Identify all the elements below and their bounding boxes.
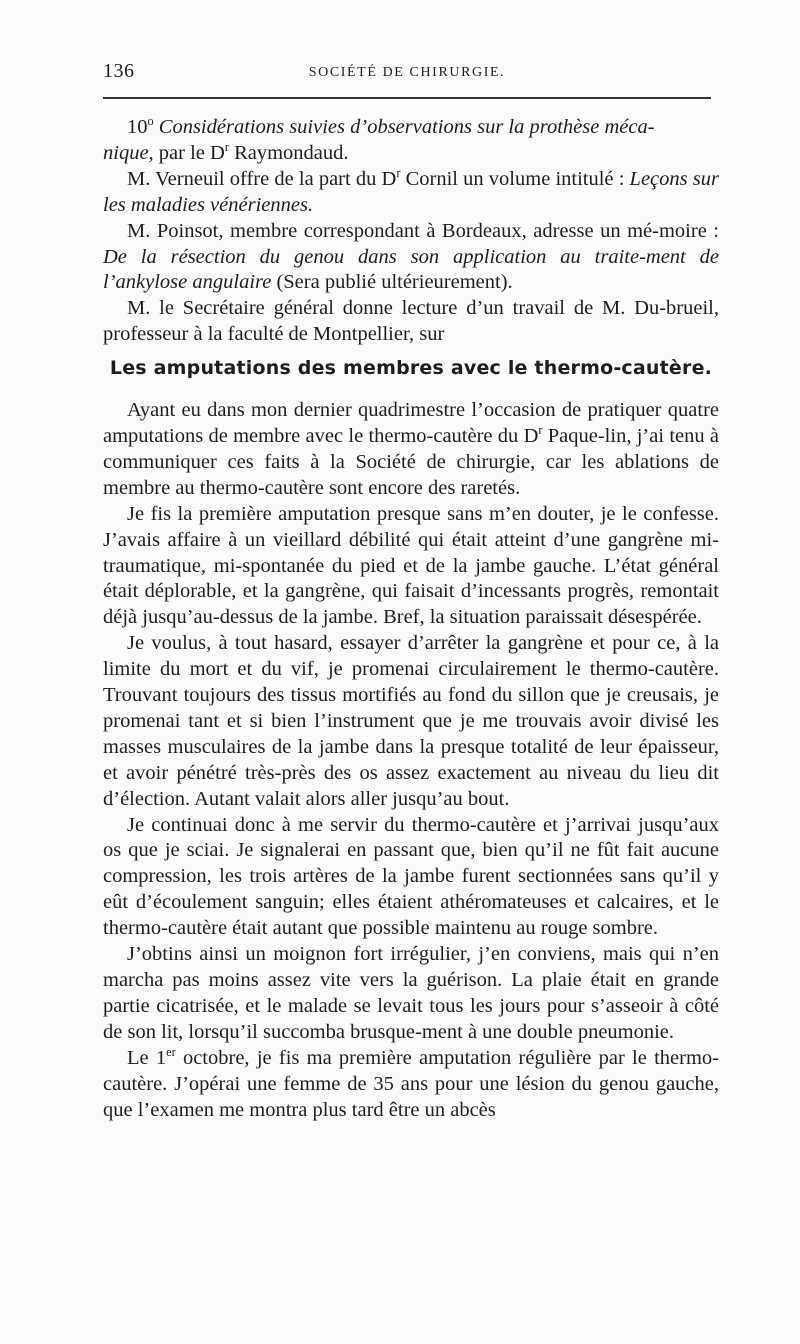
page-header <box>103 60 711 90</box>
verneuil-paragraph: M. Verneuil offre de la part du $D^r$ Cornil un volume intitulé : Leçons sur les maladies vénériennes. <box>103 165 719 216</box>
verneuil-book-title: Leçons sur les maladies vénériennes. <box>103 167 719 216</box>
poinsot-memoir-title: De la résection du genou dans son application au traite-ment de l’ankylose angulaire <box>103 245 719 294</box>
paragraph-2: Je fis la première amputation presque sans m’en douter, je le confesse. J’avais affaire à un vieillard débilité qui était atteint d’une gangrène mi-traumatique, mi-spontanée du pied et de la jambe gauche. L’état général était déplorable, et la gangrène, qui faisait d’incessants progrès, remontait déjà jusqu’au-dessus de la jambe. Bref, la situation paraissait désespérée. <box>103 502 719 629</box>
section-title: Les amputations des membres avec le thermo-cautère. <box>109 357 713 380</box>
body-text <box>103 115 719 1123</box>
running-title: SOCIÉTÉ DE CHIRURGIE. <box>308 65 506 80</box>
header-rule <box>103 97 711 99</box>
paragraph-1: Ayant eu dans mon dernier quadrimestre l’occasion de pratiquer quatre amputations de membre avec le thermo-cautère du $D^r$ Paque-lin, j’ai tenu à communiquer ces faits à la Société de chirurgie, car les ablations de membre au thermo-cautère sont encore des raretés. <box>103 399 719 499</box>
paragraph-3: Je voulus, à tout hasard, essayer d’arrêter la gangrène et pour ce, à la limite du mort et du vif, je promenai circulairement le thermo-cautère. Trouvant toujours des tissus mortifiés au fond du sillon que je creusais, je promenai tant et si bien l’instrument que je me trouvais avoir divisé les masses musculaires de la jambe dans la presque totalité de leur épaisseur, et avoir pénétré très-près des os assez exactement au niveau du lieu dit d’élection. Autant valait alors aller jusqu’au bout. <box>103 632 719 810</box>
poinsot-paragraph: M. Poinsot, membre correspondant à Bordeaux, adresse un mé-moire : De la résection du genou dans son application au traite-ment de l’ankylose angulaire (Sera publié ultérieurement). <box>103 219 719 294</box>
secretaire-paragraph: M. le Secrétaire général donne lecture d’un travail de M. Du-brueil, professeur à la faculté de Montpellier, sur <box>103 297 719 346</box>
paragraph-5: J’obtins ainsi un moignon fort irrégulier, j’en conviens, mais qui n’en marcha pas moins assez vite vers la guérison. La plaie était en grande partie cicatrisée, et le malade se levait tous les jours pour s’asseoir à côté de son lit, lorsqu’il succomba brusque-ment à une double pneumonie. <box>103 943 719 1043</box>
page-number: 136 <box>103 60 135 82</box>
paragraph-6: Le 1er octobre, je fis ma première amputation régulière par le thermo-cautère. J’opérai une femme de 35 ans pour une lésion du genou gauche, que l’examen me montra plus tard être un abcès <box>103 1044 719 1121</box>
paragraph-4: Je continuai donc à me servir du thermo-cautère et j’arrivai jusqu’aux os que je sciai. Je signalerai en passant que, bien qu’il ne fût fait aucune compression, les trois artères de la jambe furent sectionnées sans qu’il y eût d’écoulement sanguin; elles étaient athéromateuses et calcaires, et le thermo-cautère était autant que possible maintenu au rouge sombre. <box>103 813 719 940</box>
entry-10-paragraph: 10$^o$ Considérations suivies d’observations sur la prothèse méca- nique, par le $D^r$ Raymondaud. <box>103 114 655 164</box>
entry-10-title: Considérations suivies d’observations sur la prothèse méca- <box>158 116 655 138</box>
